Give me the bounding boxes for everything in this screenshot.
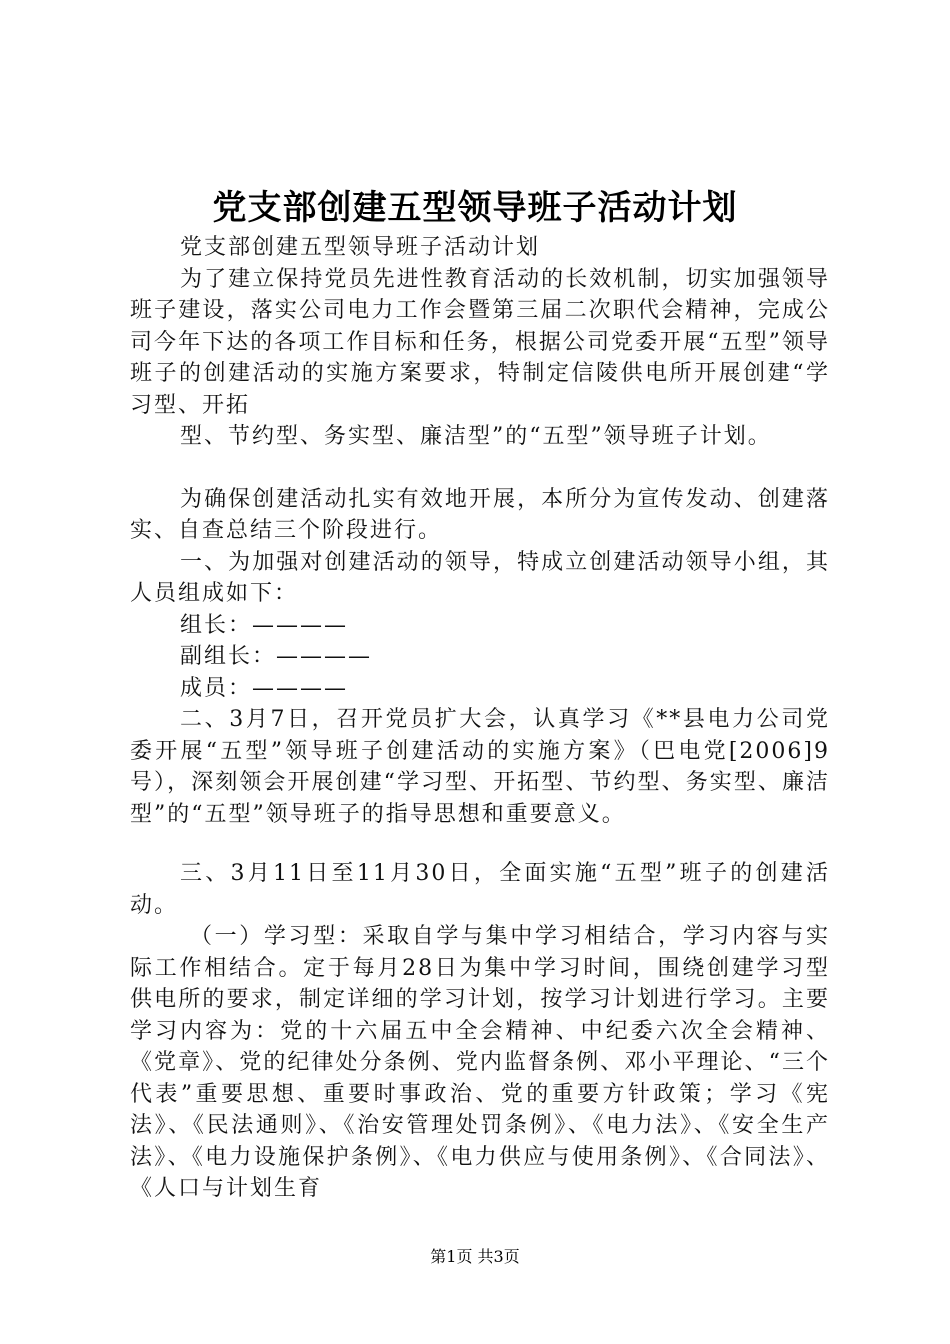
paragraph-members: 成员：————: [180, 675, 349, 701]
document-body: [130, 232, 830, 1205]
document-title: 党支部创建五型领导班子活动计划: [212, 188, 738, 228]
paragraph-purpose-cont: 型、节约型、务实型、廉洁型”的“五型”领导班子计划。: [180, 424, 772, 449]
paragraph-step-two: 二、3月7日，召开党员扩大会，认真学习《**县电力公司党委开展“五型”领导班子创建活动的实施方案》（巴电党[2006]9号），深刻领会开展创建“学习型、开拓型、节约型、务实型、廉洁型”的“五型”领导班子的指导思想和重要意义。: [130, 707, 830, 827]
paragraph-step-three: 三、3月11日至11月30日，全面实施“五型”班子的创建活动。: [130, 861, 830, 918]
paragraph-stages: 为确保创建活动扎实有效地开展，本所分为宣传发动、创建落实、自查总结三个阶段进行。: [130, 486, 830, 543]
paragraph-deputy-leader: 副组长：————: [180, 644, 373, 669]
paragraph-purpose: 为了建立保持党员先进性教育活动的长效机制，切实加强领导班子建设，落实公司电力工作会暨第三届二次职代会精神，完成公司今年下达的各项工作目标和任务，根据公司党委开展“五型”领导班子的创建活动的实施方案要求，特制定信陵供电所开展创建“学习型、开拓: [130, 266, 830, 418]
paragraph-group-leader: 组长：————: [180, 612, 349, 638]
paragraph-learning-type: （一）学习型：采取自学与集中学习相结合，学习内容与实际工作相结合。定于每月28日为集中学习时间，围绕创建学习型供电所的要求，制定详细的学习计划，按学习计划进行学习。主要学习内容为：党的十六届五中全会精神、中纪委六次全会精神、《党章》、党的纪律处分条例、党内监督条例、邓小平理论、“三个代表”重要思想、重要时事政治、党的重要方针政策；学习《宪法》、《民法通则》、《治安管理处罚条例》、《电力法》、《安全生产法》、《电力设施保护条例》、《电力供应与使用条例》、《合同法》、《人口与计划生育: [130, 924, 830, 1201]
page-number: 第1页 共3页: [430, 1247, 520, 1266]
paragraph-heading-repeat: 党支部创建五型领导班子活动计划: [180, 235, 541, 260]
paragraph-leadership-group: 一、为加强对创建活动的领导，特成立创建活动领导小组，其人员组成如下：: [130, 549, 830, 606]
